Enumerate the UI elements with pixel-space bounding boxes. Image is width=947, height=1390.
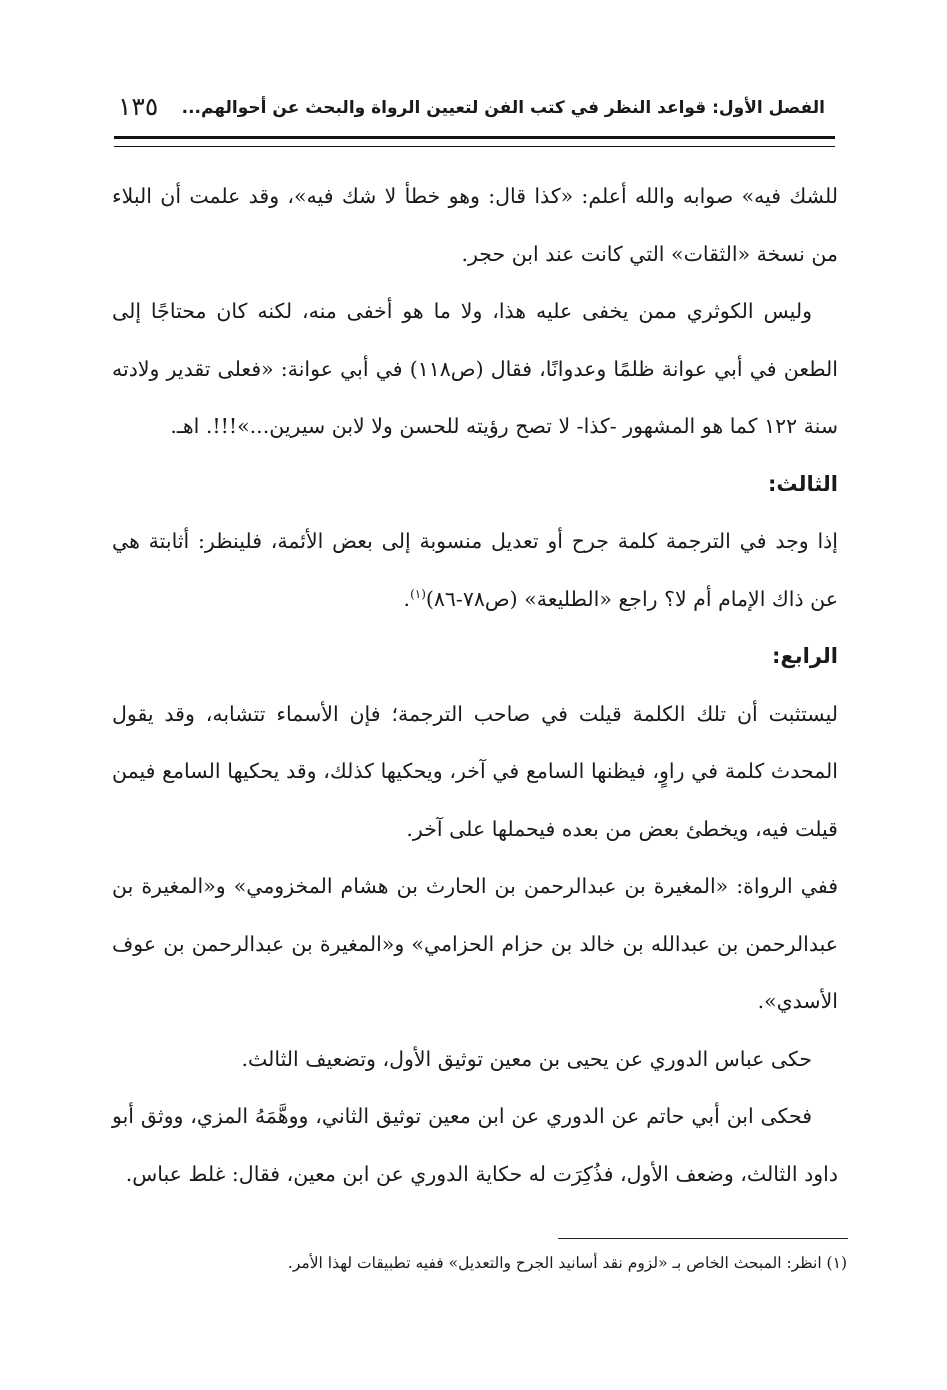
chapter-title: الفصل الأول: قواعد النظر في كتب الفن لتعيين الرواة والبحث عن أحوالهم... (181, 98, 825, 118)
paragraph-5: ففي الرواة: «المغيرة بن عبدالرحمن بن الحارث بن هشام المخزومي» و«المغيرة بن عبدالرحمن بن عبدالله بن خالد بن حزام الحزامي» و«المغيرة بن عبدالرحمن بن عوف الأسدي». (112, 874, 838, 1013)
paragraph-6: حكى عباس الدوري عن يحيى بن معين توثيق الأول، وتضعيف الثالث. (241, 1046, 812, 1071)
footnote-separator (558, 1238, 848, 1239)
paragraph-3-text: إذا وجد في الترجمة كلمة جرح أو تعديل منسوبة إلى بعض الأئمة، فلينظر: أثابتة هي عن ذاك الإمام أم لا؟ راجع «الطليعة» (ص٧٨-٨٦) (112, 529, 838, 611)
paragraph-3-end: . (403, 586, 411, 611)
header-rule-thick (114, 136, 835, 139)
heading-fourth: الرابع: (772, 644, 838, 668)
header-rule-thin (114, 146, 835, 147)
paragraph-1: للشك فيه» صوابه والله أعلم: «كذا قال: وهو خطأ لا شك فيه»، وقد علمت أن البلاء من نسخة «الثقات» التي كانت عند ابن حجر. (112, 184, 838, 266)
paragraph-3 (112, 513, 838, 628)
heading-third: الثالث: (767, 471, 838, 496)
paragraph-7: فحكى ابن أبي حاتم عن الدوري عن ابن معين توثيق الثاني، ووهَّمَهُ المزي، ووثق أبو داود الثالث، وضعف الأول، فذُكِرَت له حكاية الدوري عن ابن معين، فقال: غلط عباس. (112, 1104, 838, 1186)
body-text (112, 168, 838, 1203)
paragraph-2: وليس الكوثري ممن يخفى عليه هذا، ولا ما هو أخفى منه، لكنه كان محتاجًا إلى الطعن في أبي عوانة ظلمًا وعدوانًا، فقال (ص١١٨) في أبي عوانة: «فعلى تقدير ولادته سنة ١٢٢ كما هو المشهور -كذا- لا تصح رؤيته للحسن ولا لابن سيرين...»!!!. اهـ. (112, 299, 839, 438)
running-header (110, 92, 825, 132)
paragraph-4: ليستثبت أن تلك الكلمة قيلت في صاحب الترجمة؛ فإن الأسماء تتشابه، وقد يقول المحدث كلمة في راوٍ، فيظنها السامع في آخر، ويحكيها كذلك، وقد يحكيها السامع فيمن قيلت فيه، ويخطئ بعض من بعده فيحملها على آخر. (112, 701, 838, 841)
page-number: ١٣٥ (118, 92, 159, 121)
footnote: (١) انظر: المبحث الخاص بـ «لزوم نقد أسانيد الجرح والتعديل» ففيه تطبيقات لهذا الأمر. (287, 1254, 847, 1272)
footnote-marker: (١) (410, 586, 426, 601)
